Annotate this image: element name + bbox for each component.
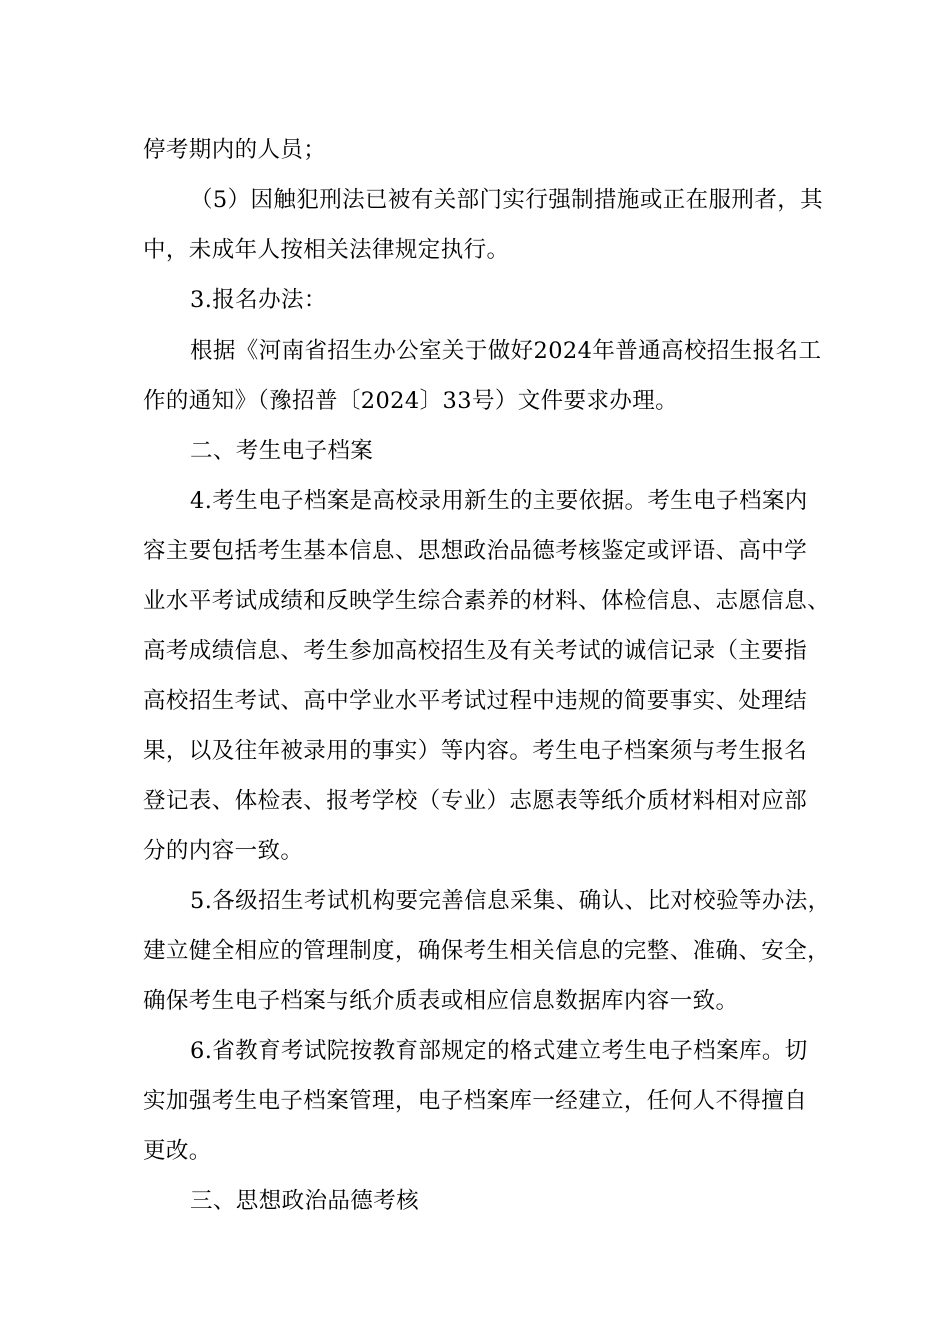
text-line: 分的内容一致。 bbox=[143, 838, 304, 864]
text-line: （5）因触犯刑法已被有关部门实行强制措施或正在服刑者，其 bbox=[190, 187, 824, 213]
section-heading: 二、考生电子档案 bbox=[190, 438, 374, 464]
text-line: 根据《河南省招生办公室关于做好2024年普通高校招生报名工 bbox=[190, 338, 822, 364]
text-line: 中，未成年人按相关法律规定执行。 bbox=[143, 237, 510, 263]
text-line: 更改。 bbox=[143, 1138, 212, 1164]
text-line: 6.省教育考试院按教育部规定的格式建立考生电子档案库。切 bbox=[190, 1038, 808, 1064]
text-line: 高考成绩信息、考生参加高校招生及有关考试的诚信记录（主要指 bbox=[143, 638, 808, 664]
text-line: 5.各级招生考试机构要完善信息采集、确认、比对校验等办法， bbox=[190, 888, 831, 914]
text-line: 建立健全相应的管理制度，确保考生相关信息的完整、准确、安全， bbox=[143, 938, 831, 964]
text-line: 作的通知》（豫招普〔2024〕33号）文件要求办理。 bbox=[143, 388, 679, 414]
text-line: 容主要包括考生基本信息、思想政治品德考核鉴定或评语、高中学 bbox=[143, 538, 808, 564]
text-line: 停考期内的人员； bbox=[143, 137, 327, 163]
text-line: 实加强考生电子档案管理，电子档案库一经建立，任何人不得擅自 bbox=[143, 1088, 808, 1114]
text-line: 果，以及往年被录用的事实）等内容。考生电子档案须与考生报名 bbox=[143, 738, 808, 764]
text-line: 确保考生电子档案与纸介质表或相应信息数据库内容一致。 bbox=[143, 988, 739, 1014]
text-line: 高校招生考试、高中学业水平考试过程中违规的简要事实、处理结 bbox=[143, 688, 808, 714]
text-line: 登记表、体检表、报考学校（专业）志愿表等纸介质材料相对应部 bbox=[143, 788, 808, 814]
text-line: 4.考生电子档案是高校录用新生的主要依据。考生电子档案内 bbox=[190, 488, 808, 514]
section-heading: 三、思想政治品德考核 bbox=[190, 1188, 420, 1214]
text-line: 业水平考试成绩和反映学生综合素养的材料、体检信息、志愿信息、 bbox=[143, 588, 831, 614]
section-heading: 3.报名办法： bbox=[190, 287, 327, 313]
